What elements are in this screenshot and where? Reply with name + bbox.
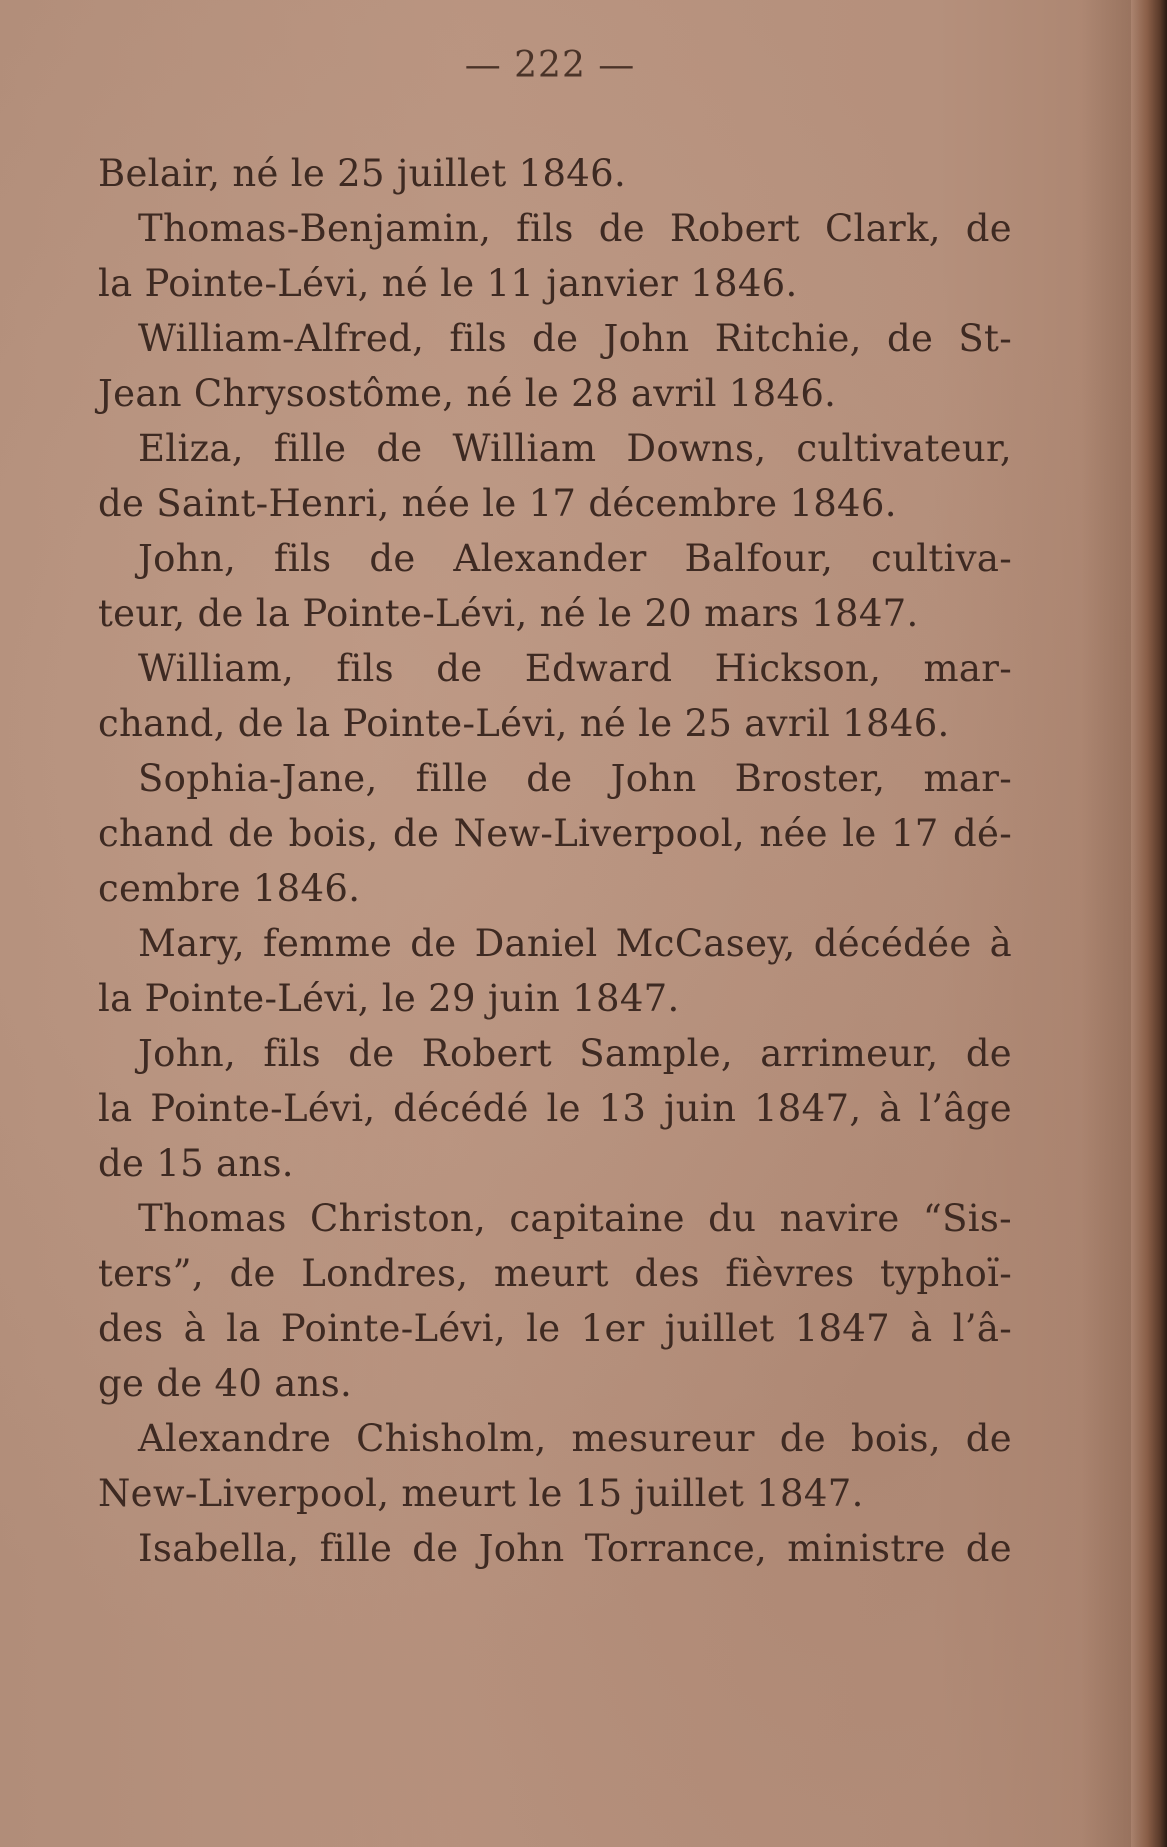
text-line: Thomas Christon, capitaine du navire “Sis- [138, 1197, 1012, 1240]
text-line: Jean Chrysostôme, né le 28 avril 1846. [98, 372, 837, 415]
text-line: la Pointe-Lévi, décédé le 13 juin 1847, à l’âge [98, 1087, 1012, 1130]
text-line: de 15 ans. [98, 1142, 294, 1185]
text-line: John, fils de Alexander Balfour, cultiva- [138, 537, 1012, 580]
text-line: Alexandre Chisholm, mesureur de bois, de [138, 1417, 1012, 1460]
text-line: William, fils de Edward Hickson, mar- [138, 647, 1012, 690]
text-line: la Pointe-Lévi, né le 11 janvier 1846. [98, 262, 798, 305]
text-line: Belair, né le 25 juillet 1846. [98, 152, 627, 195]
text-line: Thomas-Benjamin, fils de Robert Clark, de [138, 207, 1012, 250]
text-line: ters”, de Londres, meurt des fièvres typhoï- [98, 1252, 1012, 1295]
binding-shadow [1081, 0, 1131, 1847]
page-text [98, 146, 1012, 1576]
text-line: teur, de la Pointe-Lévi, né le 20 mars 1847. [98, 592, 919, 635]
text-line: des à la Pointe-Lévi, le 1er juillet 1847 à l’â- [98, 1307, 1012, 1350]
book-binding-edge [1131, 0, 1167, 1847]
text-line: ge de 40 ans. [98, 1362, 353, 1405]
text-line: William-Alfred, fils de John Ritchie, de St- [138, 317, 1012, 360]
text-line: de Saint-Henri, née le 17 décembre 1846. [98, 482, 897, 525]
text-line: Isabella, fille de John Torrance, ministre de [138, 1527, 1012, 1570]
text-line: la Pointe-Lévi, le 29 juin 1847. [98, 977, 680, 1020]
page-number: — 222 — [464, 45, 636, 86]
text-line: Sophia-Jane, fille de John Broster, mar- [138, 757, 1012, 800]
text-line: Eliza, fille de William Downs, cultivateur, [138, 427, 1012, 470]
text-line: chand, de la Pointe-Lévi, né le 25 avril 1846. [98, 702, 950, 745]
text-line: chand de bois, de New-Liverpool, née le 17 dé- [98, 812, 1012, 855]
text-line: cembre 1846. [98, 867, 361, 910]
text-line: Mary, femme de Daniel McCasey, décédée à [138, 922, 1012, 965]
text-line: New-Liverpool, meurt le 15 juillet 1847. [98, 1472, 864, 1515]
text-line: John, fils de Robert Sample, arrimeur, de [138, 1032, 1012, 1075]
